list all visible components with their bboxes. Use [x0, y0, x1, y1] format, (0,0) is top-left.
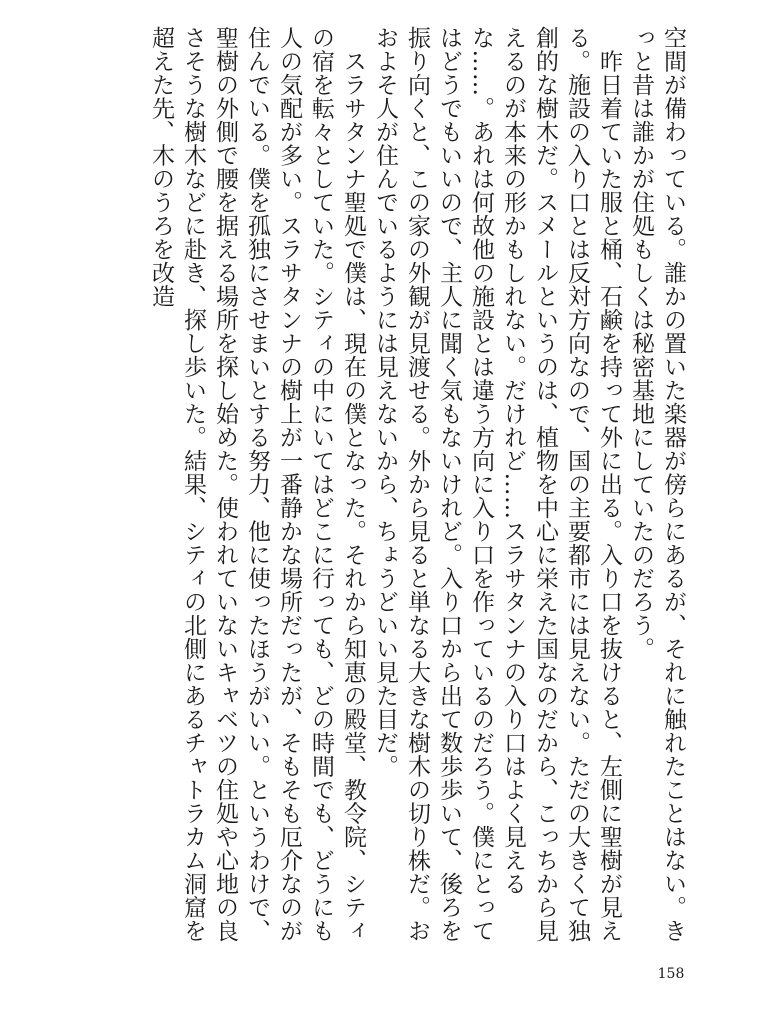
paragraph: 昨日着ていた服と桶、石鹸を持って外に出る。入り口を抜けると、左側に聖樹が見える。施設の入り口とは反対方向なので、国の主要都市には見えない。ただの大きくて独創的な樹木だ。スメールというのは、植物を中心に栄えた国なのだから、こっちから見えるのが本来の形かもしれない。だけれど……スラサタンナの入り口はよく見えるな……。あれは何故他の施設とは違う方向に入り口を作っているのだろう。僕にとってはどうでもいいので、主人に聞く気もないけれど。入り口から出て数歩歩いて、後ろを振り向くと、この家の外観が見渡せる。外から見ると単なる大きな樹木の切り株だ。おおよそ人が住んでいるようには見えないから、ちょうどいい見た目だ。 — [372, 26, 622, 943]
paragraph: 空間が備わっている。誰かの置いた楽器が傍らにあるが、それに触れたことはない。きっと昔は誰かが住処もしくは秘密基地にしていたのだろう。 — [628, 26, 686, 943]
paragraph: スラサタンナ聖処で僕は、現在の僕となった。それから知恵の殿堂、教令院、シティの宿を転々としていた。シティの中にいてはどこに行っても、どの時間でも、どうにも人の気配が多い。スラサタンナの樹上が一番静かな場所だったが、そもそも厄介なのが住んでいる。僕を孤独にさせまいとする努力、他に使ったほうがいい。というわけで、聖樹の外側で腰を据える場所を探し始めた。使われていないキャベツの住処や心地の良さそうな樹木などに赴き、探し歩いた。結果、シティの北側にあるチャトラカム洞窟を超えた先、木のうろを改造 — [148, 26, 366, 943]
vertical-text-body — [139, 26, 689, 946]
page-number: 158 — [657, 966, 685, 982]
